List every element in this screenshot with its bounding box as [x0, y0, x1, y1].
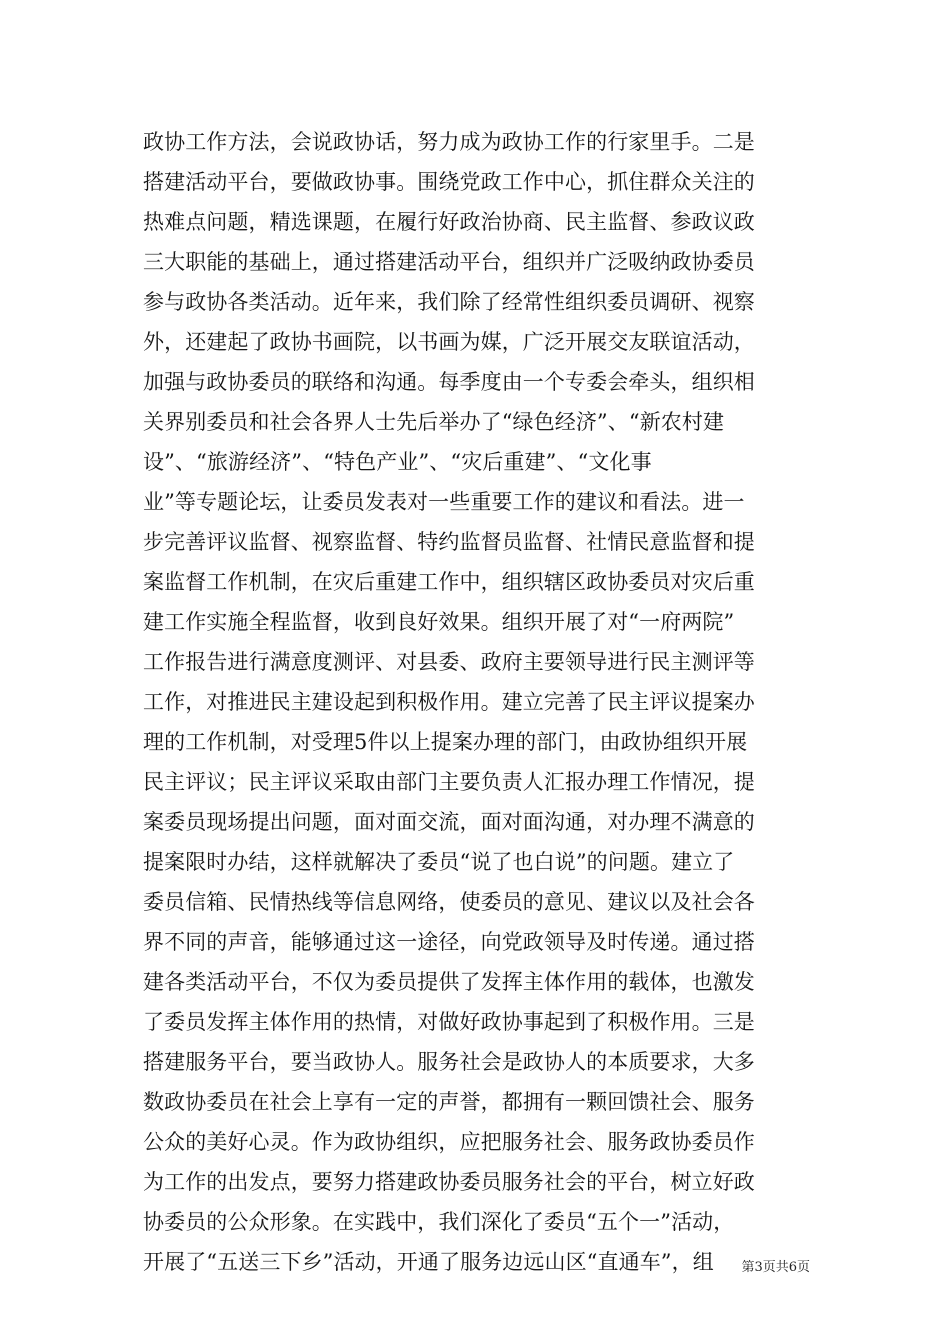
text-line: 加强与政协委员的联络和沟通。每季度由一个专委会牵头，组织相: [143, 370, 755, 394]
text-line: 搭建活动平台，要做政协事。围绕党政工作中心，抓住群众关注的: [143, 170, 755, 194]
page-number-footer: 第3页共6页: [741, 1260, 810, 1275]
text-line: 提案限时办结，这样就解决了委员“说了也白说”的问题。建立了: [143, 850, 735, 874]
text-line: 界不同的声音，能够通过这一途径，向党政领导及时传递。通过搭: [143, 930, 755, 954]
text-line: 外，还建起了政协书画院，以书画为媒，广泛开展交友联谊活动，: [143, 330, 755, 354]
text-line: 三大职能的基础上，通过搭建活动平台，组织并广泛吸纳政协委员: [143, 250, 755, 274]
text-line: 热难点问题，精选课题，在履行好政治协商、民主监督、参政议政: [143, 210, 755, 234]
text-line: 搭建服务平台，要当政协人。服务社会是政协人的本质要求，大多: [143, 1050, 755, 1074]
text-line: 协委员的公众形象。在实践中，我们深化了委员“五个一”活动，: [143, 1210, 735, 1234]
text-line: 公众的美好心灵。作为政协组织，应把服务社会、服务政协委员作: [143, 1130, 755, 1154]
text-line: 为工作的出发点，要努力搭建政协委员服务社会的平台，树立好政: [143, 1170, 755, 1194]
text-line: 政协工作方法，会说政协话，努力成为政协工作的行家里手。二是: [143, 130, 755, 154]
text-line: 案委员现场提出问题，面对面交流，面对面沟通，对办理不满意的: [143, 810, 755, 834]
text-line: 数政协委员在社会上享有一定的声誉，都拥有一颗回馈社会、服务: [143, 1090, 755, 1114]
body-text: [143, 122, 813, 1282]
text-line: 关界别委员和社会各界人士先后举办了“绿色经济”、“新农村建: [143, 410, 725, 434]
text-line: 开展了“五送三下乡”活动，开通了服务边远山区“直通车”，组: [143, 1250, 714, 1274]
text-line: 参与政协各类活动。近年来，我们除了经常性组织委员调研、视察: [143, 290, 755, 314]
text-line: 工作报告进行满意度测评、对县委、政府主要领导进行民主测评等: [143, 650, 755, 674]
text-line: 建工作实施全程监督，收到良好效果。组织开展了对“一府两院”: [143, 610, 735, 634]
text-line: 案监督工作机制，在灾后重建工作中，组织辖区政协委员对灾后重: [143, 570, 755, 594]
text-line: 理的工作机制，对受理5件以上提案办理的部门，由政协组织开展: [143, 730, 748, 754]
text-line: 业”等专题论坛，让委员发表对一些重要工作的建议和看法。进一: [143, 490, 745, 514]
text-line: 民主评议；民主评议采取由部门主要负责人汇报办理工作情况，提: [143, 770, 755, 794]
text-line: 工作，对推进民主建设起到积极作用。建立完善了民主评议提案办: [143, 690, 755, 714]
text-line: 设”、“旅游经济”、“特色产业”、“灾后重建”、“文化事: [143, 450, 652, 474]
text-line: 了委员发挥主体作用的热情，对做好政协事起到了积极作用。三是: [143, 1010, 755, 1034]
text-line: 步完善评议监督、视察监督、特约监督员监督、社情民意监督和提: [143, 530, 755, 554]
text-line: 建各类活动平台，不仅为委员提供了发挥主体作用的载体，也激发: [143, 970, 755, 994]
text-line: 委员信箱、民情热线等信息网络，使委员的意见、建议以及社会各: [143, 890, 755, 914]
